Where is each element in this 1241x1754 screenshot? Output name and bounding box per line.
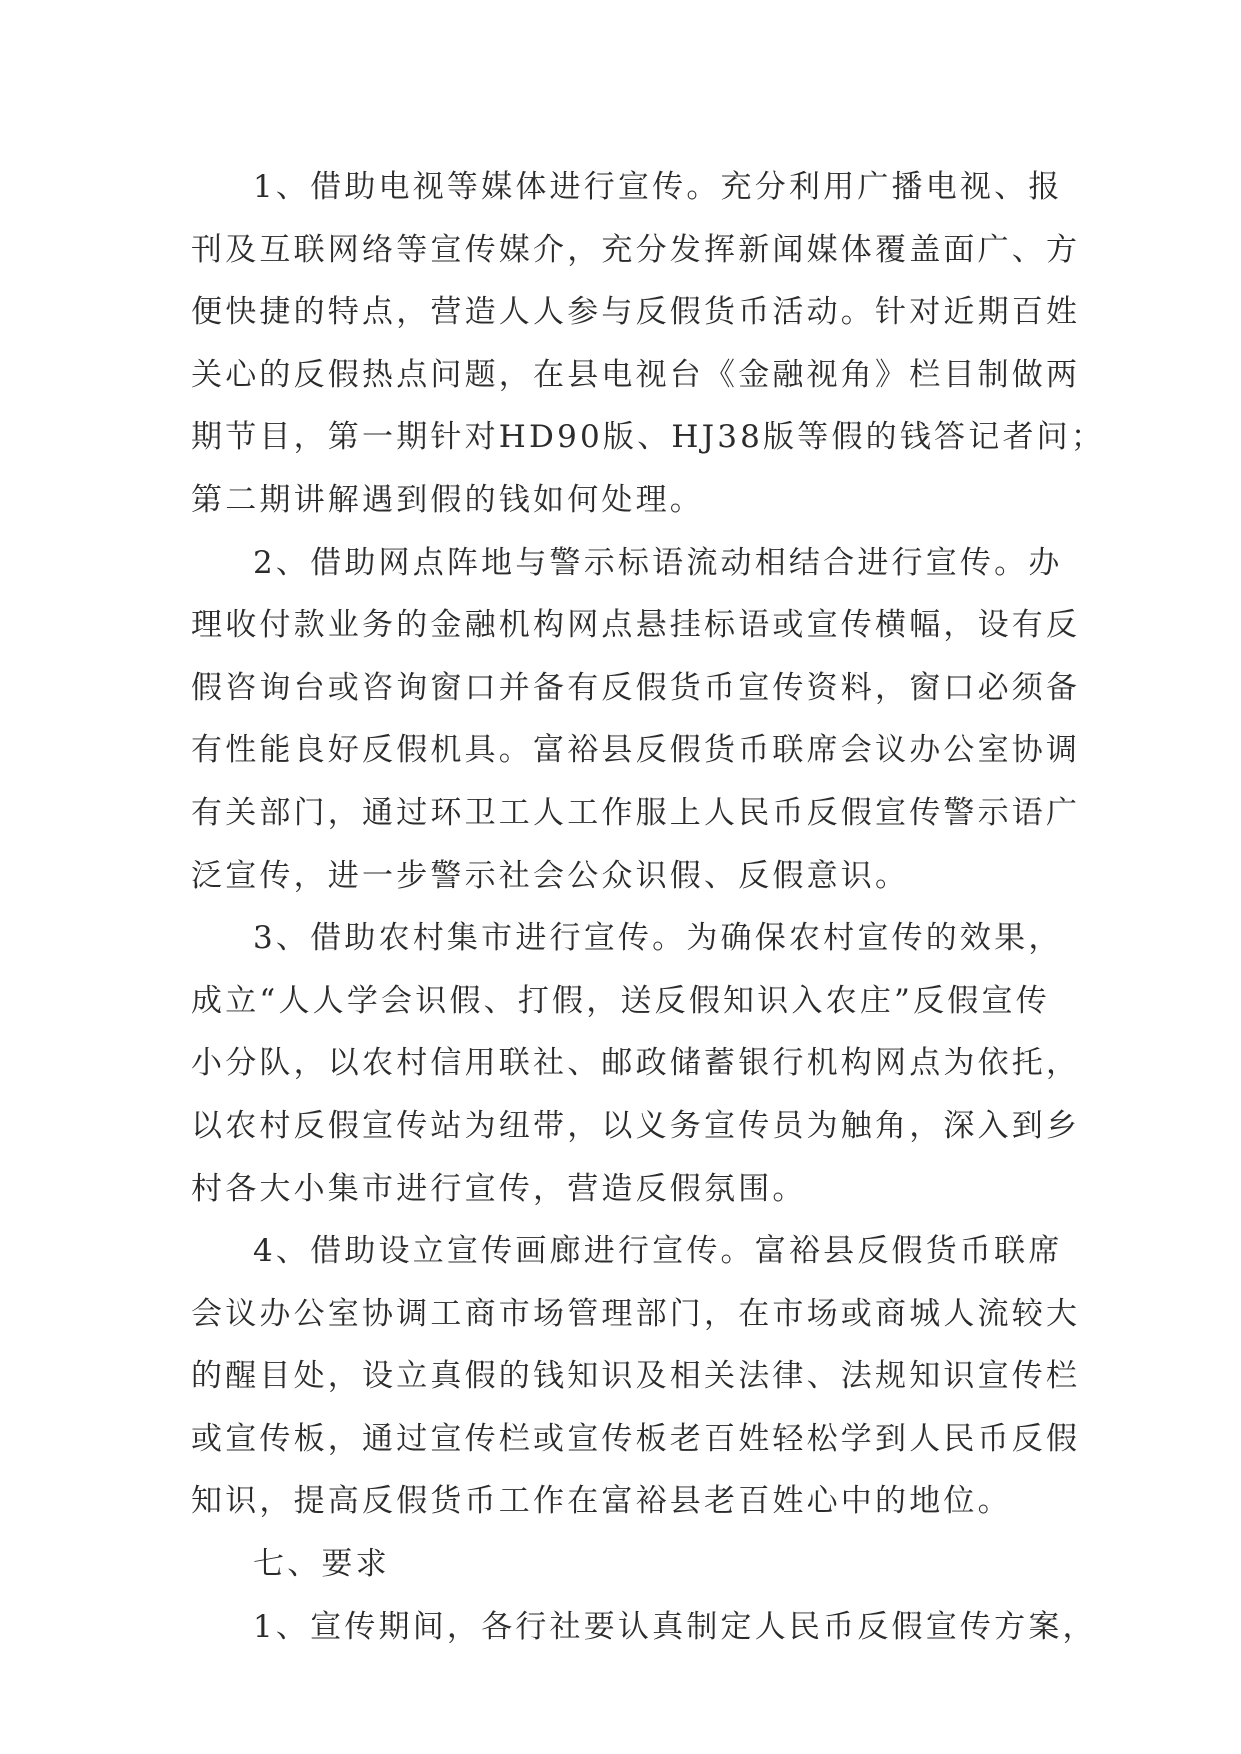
document-body: [191, 156, 1106, 1658]
paragraph-line: 知识，提高反假货币工作在富裕县老百姓心中的地位。: [191, 1483, 1012, 1520]
paragraph-line: 关心的反假热点问题，在县电视台《金融视角》栏目制做两: [191, 356, 1081, 393]
paragraph-line: 第二期讲解遇到假的钱如何处理。: [191, 481, 704, 518]
paragraph-first-line: 3、借助农村集市进行宣传。为确保农村宣传的效果，: [253, 920, 1063, 957]
paragraph-line: 理收付款业务的金融机构网点悬挂标语或宣传横幅，设有反: [191, 607, 1081, 644]
paragraph-line: 有关部门，通过环卫工人工作服上人民币反假宣传警示语广: [191, 794, 1081, 831]
paragraph-first-line: 七、要求: [253, 1546, 390, 1583]
paragraph-first-line: 1、借助电视等媒体进行宣传。充分利用广播电视、报: [253, 169, 1063, 205]
paragraph-first-line: 2、借助网点阵地与警示标语流动相结合进行宣传。办: [253, 544, 1063, 581]
paragraph-line: 成立“人人学会识假、打假，送反假知识入农庄”反假宣传: [191, 982, 1050, 1019]
paragraph-line: 假咨询台或咨询窗口并备有反假货币宣传资料，窗口必须备: [191, 669, 1081, 706]
paragraph-line: 会议办公室协调工商市场管理部门，在市场或商城人流较大: [191, 1295, 1081, 1332]
paragraph-line: 刊及互联网络等宣传媒介，充分发挥新闻媒体覆盖面广、方: [191, 231, 1081, 268]
paragraph-line: 有性能良好反假机具。富裕县反假货币联席会议办公室协调: [191, 732, 1081, 769]
paragraph-line: 村各大小集市进行宣传，营造反假氛围。: [191, 1170, 807, 1207]
paragraph-line: 便快捷的特点，营造人人参与反假货币活动。针对近期百姓: [191, 294, 1081, 331]
paragraph-line: 或宣传板，通过宣传栏或宣传板老百姓轻松学到人民币反假: [191, 1420, 1081, 1457]
paragraph-line: 以农村反假宣传站为纽带，以义务宣传员为触角，深入到乡: [191, 1107, 1081, 1144]
paragraph-line: 的醒目处，设立真假的钱知识及相关法律、法规知识宣传栏: [191, 1358, 1081, 1395]
paragraph-first-line: 1、宣传期间，各行社要认真制定人民币反假宣传方案，: [253, 1608, 1097, 1645]
paragraph-first-line: 4、借助设立宣传画廊进行宣传。富裕县反假货币联席: [253, 1233, 1063, 1270]
paragraph-line: 期节目，第一期针对HD90版、HJ38版等假的钱答记者问；: [191, 419, 1106, 456]
paragraph-line: 小分队，以农村信用联社、邮政储蓄银行机构网点为依托，: [191, 1045, 1081, 1082]
paragraph-line: 泛宣传，进一步警示社会公众识假、反假意识。: [191, 857, 910, 894]
